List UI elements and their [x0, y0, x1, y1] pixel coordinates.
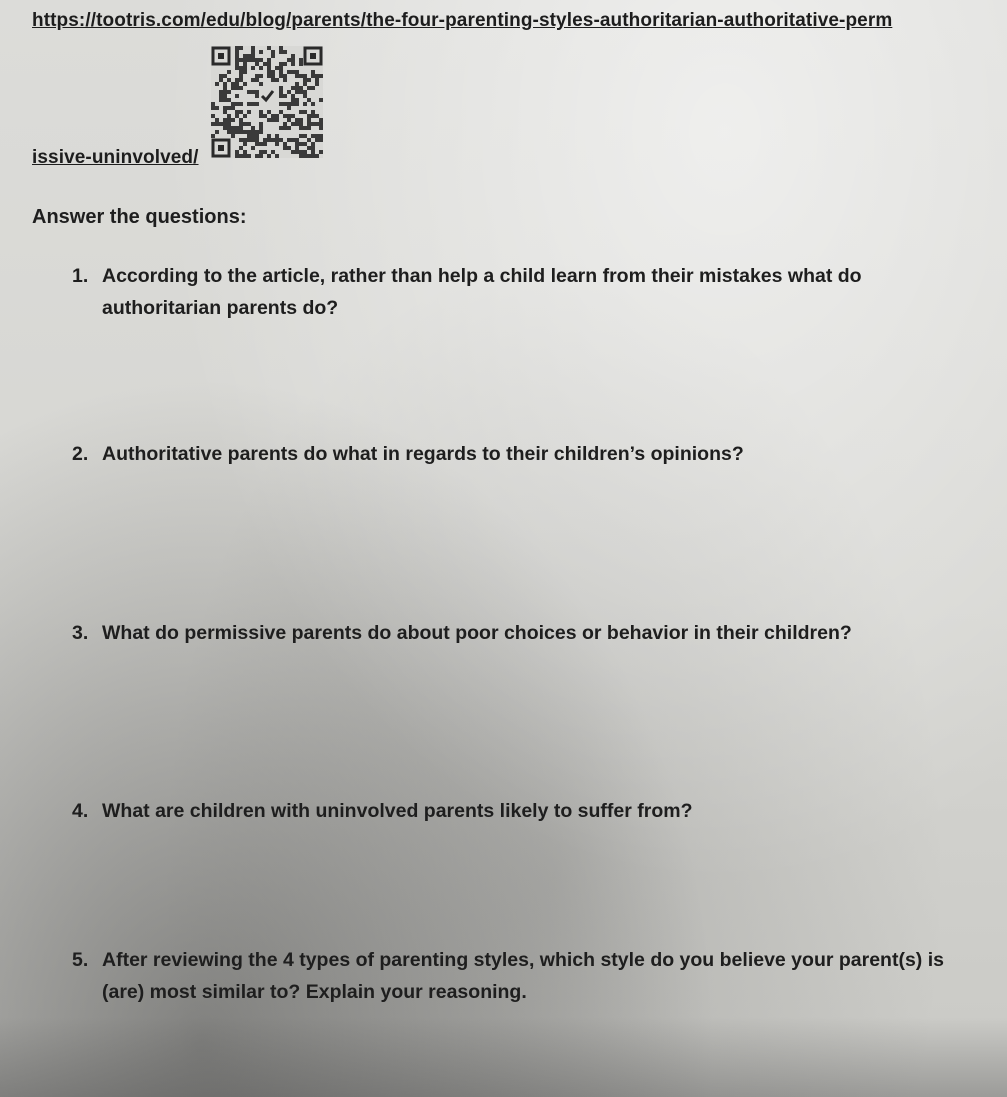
question-text: What do permissive parents do about poor choices or behavior in their children?: [102, 622, 852, 644]
question-3: [72, 617, 962, 649]
instructions-heading: Answer the questions:: [32, 206, 247, 228]
question-number: 2.: [72, 443, 89, 465]
question-number: 5.: [72, 949, 89, 971]
qr-code-icon: [211, 46, 323, 158]
question-number: 4.: [72, 800, 89, 822]
question-text: What are children with uninvolved parents likely to suffer from?: [102, 800, 693, 822]
question-number: 3.: [72, 622, 89, 644]
question-text: According to the article, rather than help a child learn from their mistakes what do authoritarian parents do?: [102, 265, 862, 319]
source-url-line-1[interactable]: https://tootris.com/edu/blog/parents/the-four-parenting-styles-authoritarian-authoritative-perm: [32, 10, 893, 31]
source-url-line-2[interactable]: issive-uninvolved/: [32, 147, 199, 168]
question-4: [72, 795, 962, 827]
page-shadow: [0, 1017, 1007, 1097]
question-number: 1.: [72, 265, 89, 287]
question-text: After reviewing the 4 types of parenting styles, which style do you believe your parent(s) is (are) most similar to? Explain your reasoning.: [102, 949, 944, 1003]
question-5: [72, 944, 962, 1008]
question-1: [72, 260, 962, 324]
question-2: [72, 438, 962, 470]
question-text: Authoritative parents do what in regards to their children’s opinions?: [102, 443, 744, 465]
